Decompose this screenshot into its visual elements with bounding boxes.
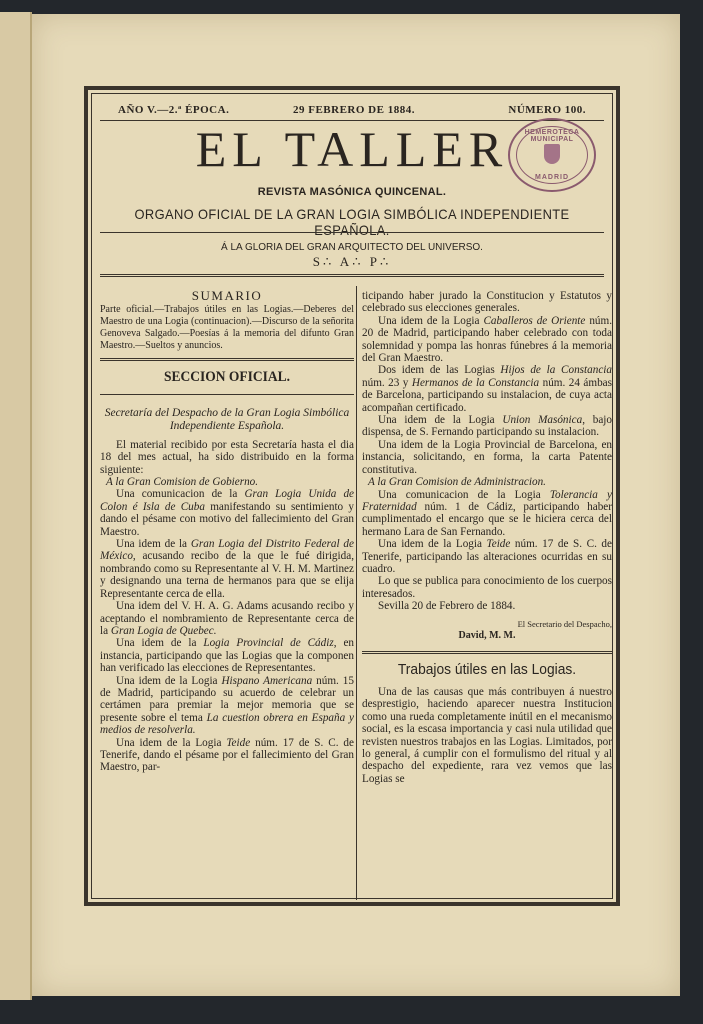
paragraph: Una idem de la Logia Hispano Americana núm. 15 de Madrid, participando su acuerdo de celebrar un certámen para premiar la mejor memoria que se presente sobre el tema La cuestion obrera en España y medios de resolverla.	[100, 674, 354, 737]
facing-page-edge	[0, 12, 32, 1000]
paragraph: Dos idem de las Logias Hijos de la Constancia núm. 23 y Hermanos de la Constancia núm. 24 ámbas de Barcelona, participando su instalacion, de cuya acta acompañan certificado.	[362, 364, 612, 414]
paragraph: Una idem de la Logia Provincial de Barcelona, en instancia, solicitando, en forma, la carta Patente constitutiva.	[362, 438, 612, 476]
left-column	[100, 290, 354, 774]
masthead-bottom-rule	[100, 274, 604, 277]
signature-block	[362, 619, 612, 641]
issue-date: 29 FEBRERO DE 1884.	[293, 104, 415, 116]
seccion-rule	[100, 394, 354, 395]
paragraph: Una comunicacion de la Gran Logia Unida de Colon é Isla de Cuba manifestando su sentimiento y dando el pésame con motivo del fallecimiento del Gran Maestro.	[100, 488, 355, 538]
paragraph: Una idem de la Logia Teide núm. 17 de S. C. de Tenerife, dando el pésame por el fallecimiento del Gran Maestro, par-	[100, 736, 354, 774]
masthead-gloria: Á LA GLORIA DEL GRAN ARQUITECTO DEL UNIVERSO.	[221, 242, 483, 253]
masthead-title: EL TALLER	[195, 121, 509, 177]
masthead-subtitle: REVISTA MASÓNICA QUINCENAL.	[257, 186, 447, 198]
issue-year: AÑO V.—2.ª ÉPOCA.	[118, 104, 230, 116]
page-frame	[84, 86, 620, 906]
trabajos-heading: Trabajos útiles en las Logias.	[397, 660, 577, 678]
sumario-rule	[100, 358, 354, 361]
trabajos-rule	[362, 651, 612, 654]
paragraph: Una de las causas que más contribuyen á nuestro desprestigio, haciendo aparecer nuestra Institucion como una rueda completamente inútil en el mecanismo social, es la escasa importancia y casi nula utilidad que revisten nuestros trabajos en las Logias. Limitados, por lo general, á cumplir con el formulismo del ritual y al despacho del expediente, rara vez vemos que las Logias se	[362, 685, 612, 785]
paragraph: El material recibido por esta Secretaría hasta el dia 18 del mes actual, ha sido distribuido en la forma siguiente:	[100, 438, 354, 476]
paragraph: Una idem de la Logia Union Masónica, bajo dispensa, de S. Fernando participando su instalacion.	[362, 414, 612, 439]
paragraph: Una comunicacion de la Logia Tolerancia y Fraternidad núm. 1 de Cádiz, participando haber cumplimentado el encargo que se le hiciera cerca del hermano Lara de San Fernando.	[362, 488, 612, 538]
seccion-heading: SECCION OFICIAL.	[163, 369, 291, 386]
paragraph: Una idem de la Logia Teide núm. 17 de S. C. de Tenerife, participando las alteraciones ocurridas en su cuadro.	[362, 538, 612, 575]
sumario-heading: SUMARIO	[191, 288, 263, 303]
sumario-text: Parte oficial.—Trabajos útiles en las Logias.—Deberes del Maestro de una Logia (continuacion).—Discurso de la señorita Genoveva Salgado.—Poesías á la memoria del difunto Gran Maestro.—Sueltos y anuncios.	[100, 304, 354, 352]
paragraph: Una idem de la Logia Provincial de Cádiz, en instancia, participando que las Logias que la componen han verificado las elecciones de Representantes.	[100, 637, 354, 675]
subheading: A la Gran Comision de Administracion.	[368, 476, 546, 489]
paragraph: Una idem de la Logia Caballeros de Oriente núm. 20 de Madrid, participando haber celebrado con toda solemnidad y pompa las honras fúnebres á la memoria del Gran Maestro.	[362, 314, 613, 365]
stamp-bottom-text: MADRID	[535, 174, 569, 181]
masthead-organ: ORGANO OFICIAL DE LA GRAN LOGIA SIMBÓLICA INDEPENDIENTE ESPAÑOLA.	[134, 206, 570, 238]
coat-of-arms-icon	[544, 144, 560, 164]
paragraph: Sevilla 20 de Febrero de 1884.	[378, 600, 516, 613]
signer-role: El Secretario del Despacho,	[517, 618, 612, 629]
library-stamp	[508, 118, 596, 192]
masthead-rule	[100, 232, 604, 233]
subheading: A la Gran Comision de Gobierno.	[106, 476, 259, 489]
issue-number: NÚMERO 100.	[508, 104, 586, 116]
column-divider	[356, 286, 357, 900]
stamp-top-text: HEMEROTECA MUNICIPAL	[524, 129, 580, 143]
signer-name: David, M. M.	[458, 629, 516, 641]
newspaper-page	[32, 14, 680, 996]
secretaria-heading: Secretaría del Despacho de la Gran Logia Simbólica Independiente Española.	[104, 406, 350, 432]
paragraph: Lo que se publica para conocimiento de los cuerpos interesados.	[362, 575, 612, 600]
masthead-sap: S∴ A∴ P∴	[312, 254, 392, 269]
right-column	[362, 290, 612, 785]
paragraph: ticipando haber jurado la Constitucion y Estatutos y celebrado sus elecciones generales.	[362, 290, 612, 315]
paragraph: Una idem de la Gran Logia del Distrito Federal de México, acusando recibo de la que le fué dirigida, nombrando como su Representante al V. H. M. Martinez y designando una terna de hermanos para que se elija Representante cerca de ella.	[100, 538, 354, 600]
paragraph: Una idem del V. H. A. G. Adams acusando recibo y aceptando el nombramiento de Representante cerca de la Gran Logia de Quebec.	[100, 600, 354, 637]
